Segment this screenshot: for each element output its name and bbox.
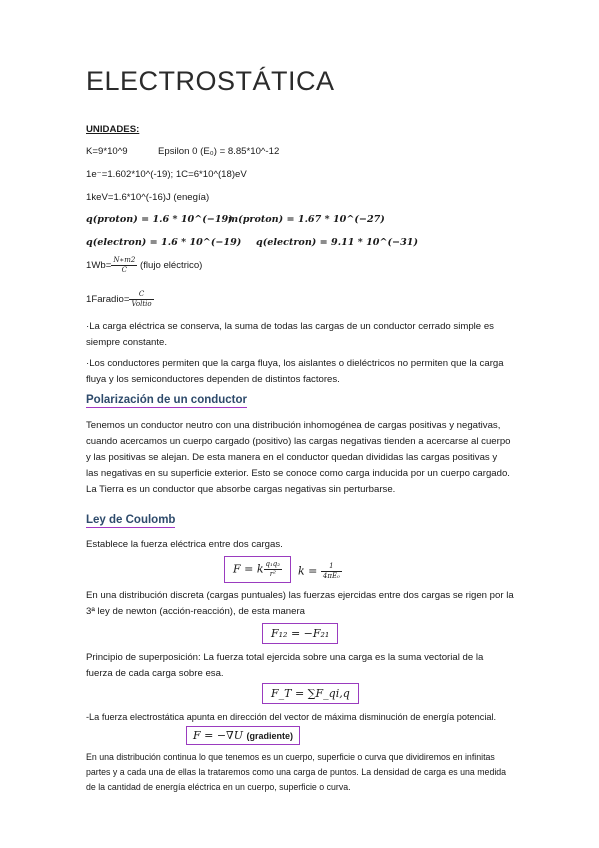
coulomb-formula-fraction — [264, 560, 283, 579]
page-title: ELECTROSTÁTICA — [86, 66, 335, 96]
units-heading: UNIDADES: — [86, 124, 140, 135]
weber-suffix: (flujo eléctrico) — [140, 260, 203, 272]
gradient-formula-box — [186, 726, 300, 745]
polarization-text: Tenemos un conductor neutro con una distribución inhomogénea de cargas positivas y negativas, cuando acercamos un cuerpo cargado (positivo) las cargas negativas tienden a acercarse al cuerpo y las positivas se alejan. De esta manera en el conductor quedan divididas las cargas positivas y las negativas en su superficie exterior. Esto se conoce como carga inducida por un cuerpo cargado. La Tierra es un conductor que absorbe cargas negativas sin perturbarse. — [86, 420, 511, 495]
superposition-text: Principio de superposición: La fuerza total ejercida sobre una carga es la suma vectorial de la fuerza de cada carga sobre esa. — [86, 652, 484, 679]
coulomb-formula-denominator: r² — [269, 570, 276, 578]
direction-text: -La fuerza electrostática apunta en dirección del vector de máxima disminución de energía potencial. — [86, 712, 497, 722]
weber-numerator: N∗m2 — [113, 256, 136, 264]
weber-fraction — [111, 256, 137, 275]
coulomb-intro: Establece la fuerza eléctrica entre dos cargas. — [86, 539, 283, 550]
weber-prefix: 1Wb= — [86, 260, 112, 272]
k-formula — [298, 562, 342, 581]
charge-conversion: 1e⁻=1.602*10^(-19); 1C=6*10^(18)eV — [86, 169, 247, 180]
discrete-text: En una distribución discreta (cargas puntuales) las fuerzas ejercidas entre dos cargas se rigen por la 3ª ley de newton (acción-reacción), de esta manera — [86, 590, 514, 617]
k-constant: K=9*10^9 — [86, 146, 128, 157]
k-formula-denominator: 4πE₀ — [322, 572, 340, 580]
k-formula-fraction — [321, 562, 342, 581]
superposition-formula-box: F_T = ∑F_qi,q — [262, 683, 359, 704]
proton-charge: q(proton) = 1.6 * 10^(−19) — [86, 214, 233, 225]
epsilon-constant: Epsilon 0 (E₀) = 8.85*10^-12 — [158, 146, 280, 157]
proton-mass: m(proton) = 1.67 * 10^(−27) — [228, 214, 385, 225]
continuous-text: En una distribución continua lo que tenemos es un cuerpo, superficie o curva que dividiremos en infinitas partes y a cada una de ellas la trataremos como una carga de puntos. La densidad de carga es una medida de la cantidad de energía eléctrica en un cuerpo, superficie o curva. — [86, 752, 507, 792]
faradio-definition — [86, 290, 154, 309]
bullet-conductors: ·Los conductores permiten que la carga fluya, los aislantes o dieléctricos no permiten que la carga fluya y los semiconductores dependen de distintos factores. — [86, 358, 504, 385]
weber-denominator: C — [121, 266, 128, 274]
bullet-conservation: ·La carga eléctrica se conserva, la suma de todas las cargas de un conductor cerrado simple es siempre constante. — [86, 321, 494, 348]
coulomb-formula-prefix: F = k — [233, 562, 264, 576]
electron-charge: q(electron) = 1.6 * 10^(−19) — [86, 237, 242, 248]
polarization-heading-text: Polarización de un conductor — [86, 394, 248, 406]
faradio-fraction — [129, 290, 153, 309]
faradio-numerator: C — [129, 290, 153, 300]
gradient-formula: F = −∇U — [193, 729, 244, 742]
coulomb-formula-numerator: q₁q₂ — [265, 560, 281, 568]
polarization-heading — [86, 394, 247, 406]
newton-formula-box: F₁₂ = −F₂₁ — [262, 623, 338, 644]
weber-definition — [86, 256, 202, 275]
faradio-denominator: Voltio — [131, 300, 152, 308]
electron-mass: q(electron) = 9.11 * 10^(−31) — [256, 237, 418, 248]
k-formula-prefix: k = — [298, 564, 318, 578]
k-formula-numerator: 1 — [321, 562, 342, 572]
kev-conversion: 1keV=1.6*10^(-16)J (enegía) — [86, 192, 210, 203]
coulomb-heading-text: Ley de Coulomb — [86, 514, 176, 526]
faradio-prefix: 1Faradio= — [86, 294, 130, 306]
coulomb-formula-box — [224, 556, 291, 583]
gradient-label: (gradiente) — [246, 731, 294, 741]
coulomb-heading — [86, 514, 175, 526]
